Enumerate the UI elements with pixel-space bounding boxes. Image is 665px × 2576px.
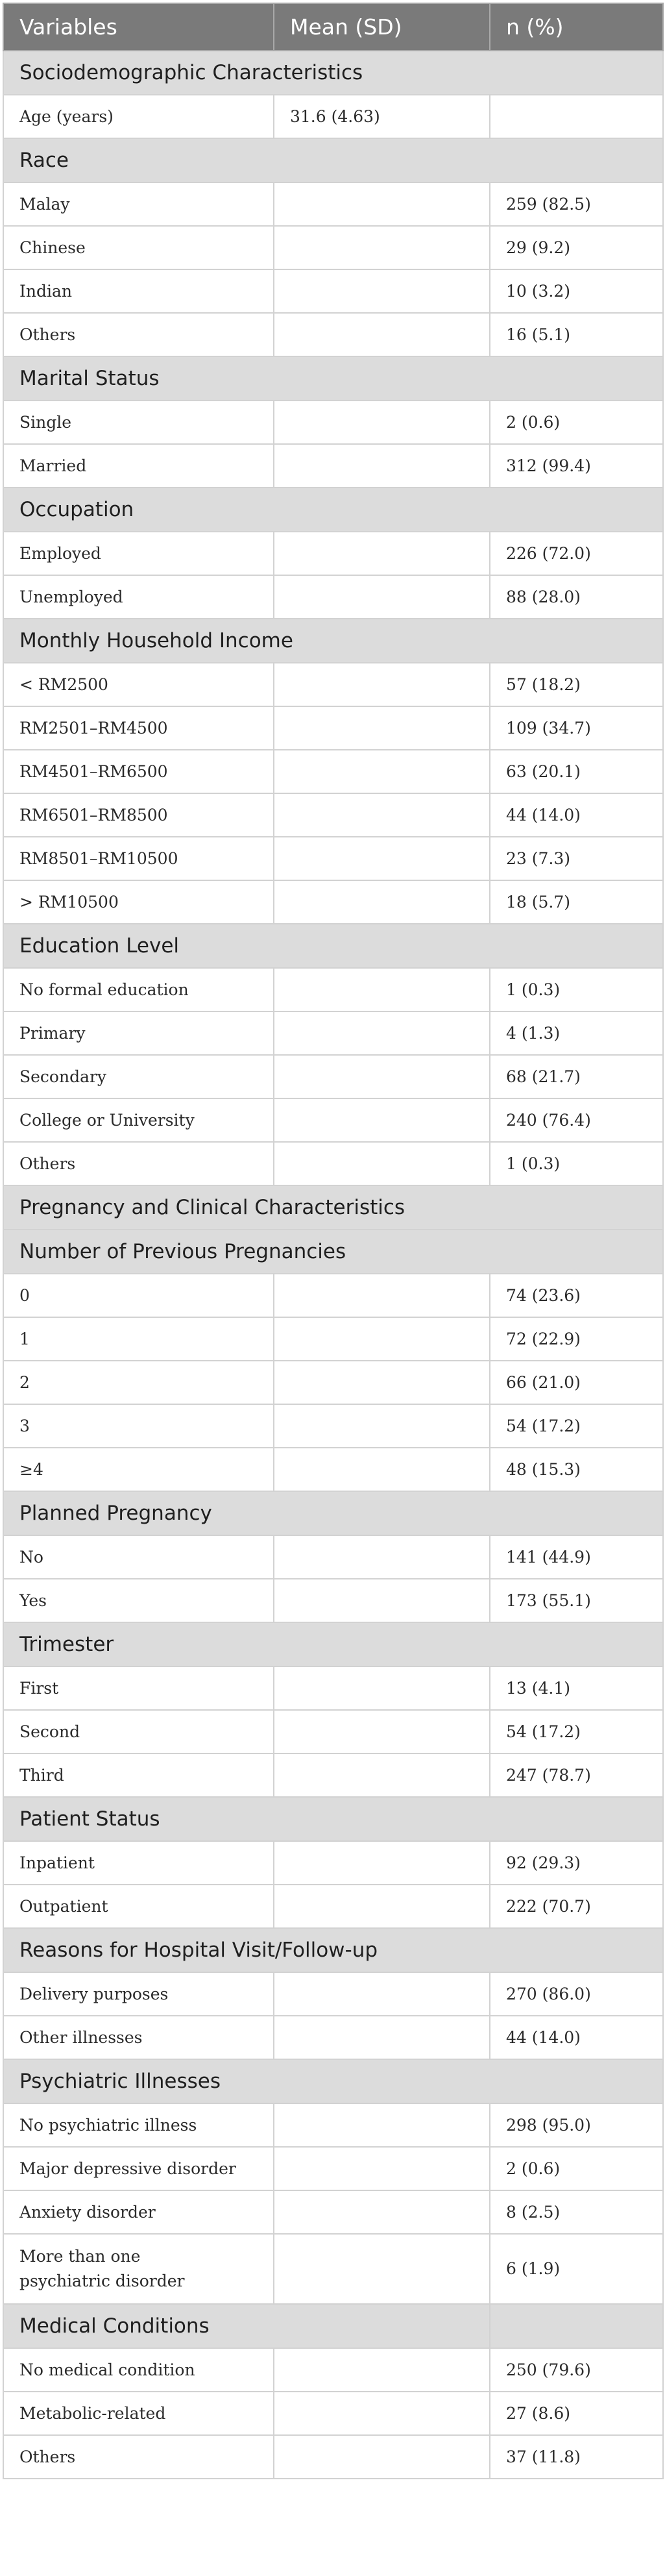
mean-sd-cell <box>274 2435 490 2479</box>
mean-sd-cell <box>274 182 490 226</box>
n-percent-cell: 54 (17.2) <box>490 1710 663 1753</box>
mean-sd-cell <box>274 313 490 356</box>
mean-sd-cell <box>274 968 490 1011</box>
section-label: Marital Status <box>3 356 663 401</box>
n-percent-cell: 27 (8.6) <box>490 2392 663 2435</box>
table-row <box>3 968 663 1011</box>
mean-sd-cell <box>274 1753 490 1797</box>
mean-sd-cell <box>274 1710 490 1753</box>
header-n-percent: n (%) <box>490 3 663 51</box>
mean-sd-cell <box>274 226 490 269</box>
n-percent-cell: 63 (20.1) <box>490 750 663 793</box>
variable-label-line: psychiatric disorder <box>19 2272 185 2290</box>
mean-sd-cell <box>274 880 490 924</box>
section-label: Occupation <box>3 488 663 532</box>
mean-sd-cell: 31.6 (4.63) <box>274 95 490 138</box>
mean-sd-cell <box>274 2234 490 2304</box>
variable-cell: Second <box>3 1710 274 1753</box>
n-percent-cell: 68 (21.7) <box>490 1055 663 1098</box>
mean-sd-cell <box>274 444 490 488</box>
table-header <box>3 3 663 51</box>
n-percent-cell: 141 (44.9) <box>490 1535 663 1579</box>
mean-sd-cell <box>274 750 490 793</box>
variable-cell: Malay <box>3 182 274 226</box>
table-row <box>3 793 663 837</box>
mean-sd-cell <box>274 1098 490 1142</box>
mean-sd-cell <box>274 1317 490 1361</box>
n-percent-cell: 37 (11.8) <box>490 2435 663 2479</box>
n-percent-cell: 6 (1.9) <box>490 2234 663 2304</box>
table-row <box>3 401 663 444</box>
n-percent-cell: 88 (28.0) <box>490 575 663 619</box>
n-percent-cell: 10 (3.2) <box>490 269 663 313</box>
mean-sd-cell <box>274 2392 490 2435</box>
variable-cell: Third <box>3 1753 274 1797</box>
section-label: Number of Previous Pregnancies <box>3 1230 663 1274</box>
table-row <box>3 1142 663 1185</box>
table-row <box>3 269 663 313</box>
variable-cell: First <box>3 1666 274 1710</box>
table-row <box>3 313 663 356</box>
variable-cell: Others <box>3 2435 274 2479</box>
n-percent-cell: 18 (5.7) <box>490 880 663 924</box>
n-percent-cell: 72 (22.9) <box>490 1317 663 1361</box>
variable-cell <box>3 2234 274 2304</box>
mean-sd-cell <box>274 269 490 313</box>
n-percent-cell: 16 (5.1) <box>490 313 663 356</box>
header-mean-sd: Mean (SD) <box>274 3 490 51</box>
table-row <box>3 1535 663 1579</box>
variable-label-line: More than one <box>19 2247 141 2266</box>
section-row <box>3 138 663 182</box>
mean-sd-cell <box>274 1055 490 1098</box>
n-percent-cell: 1 (0.3) <box>490 1142 663 1185</box>
variable-cell: Secondary <box>3 1055 274 1098</box>
variable-cell: Age (years) <box>3 95 274 138</box>
section-label: Pregnancy and Clinical Characteristics <box>3 1185 663 1230</box>
variable-cell: > RM10500 <box>3 880 274 924</box>
variable-cell: No <box>3 1535 274 1579</box>
section-label: Medical Conditions <box>3 2304 490 2348</box>
table-row <box>3 2392 663 2435</box>
n-percent-cell: 247 (78.7) <box>490 1753 663 1797</box>
section-row <box>3 619 663 663</box>
section-row <box>3 1230 663 1274</box>
table-row <box>3 2348 663 2392</box>
n-percent-cell: 44 (14.0) <box>490 2016 663 2059</box>
table-row <box>3 226 663 269</box>
variable-cell: 1 <box>3 1317 274 1361</box>
n-percent-cell: 2 (0.6) <box>490 2147 663 2190</box>
mean-sd-cell <box>274 532 490 575</box>
section-label: Race <box>3 138 663 182</box>
section-empty-cell <box>490 2304 663 2348</box>
n-percent-cell: 222 (70.7) <box>490 1885 663 1928</box>
header-row <box>3 3 663 51</box>
variable-cell: RM4501–RM6500 <box>3 750 274 793</box>
table-row <box>3 663 663 706</box>
table-row <box>3 444 663 488</box>
variable-cell: Single <box>3 401 274 444</box>
table-row <box>3 1753 663 1797</box>
mean-sd-cell <box>274 1972 490 2016</box>
header-variables: Variables <box>3 3 274 51</box>
variable-cell: Metabolic-related <box>3 2392 274 2435</box>
table-row <box>3 1710 663 1753</box>
table-row <box>3 532 663 575</box>
variable-cell: No formal education <box>3 968 274 1011</box>
table-row <box>3 750 663 793</box>
table-row <box>3 182 663 226</box>
mean-sd-cell <box>274 2348 490 2392</box>
table-row <box>3 1579 663 1622</box>
variable-cell: Chinese <box>3 226 274 269</box>
table-row <box>3 2190 663 2234</box>
section-label: Psychiatric Illnesses <box>3 2059 663 2103</box>
n-percent-cell: 48 (15.3) <box>490 1448 663 1491</box>
n-percent-cell: 240 (76.4) <box>490 1098 663 1142</box>
n-percent-cell: 13 (4.1) <box>490 1666 663 1710</box>
section-label: Patient Status <box>3 1797 663 1841</box>
table-row <box>3 1317 663 1361</box>
mean-sd-cell <box>274 706 490 750</box>
variable-cell: Others <box>3 1142 274 1185</box>
variable-cell: Unemployed <box>3 575 274 619</box>
n-percent-cell: 8 (2.5) <box>490 2190 663 2234</box>
table-row <box>3 1098 663 1142</box>
n-percent-cell: 4 (1.3) <box>490 1011 663 1055</box>
variable-cell: Anxiety disorder <box>3 2190 274 2234</box>
variable-cell: College or University <box>3 1098 274 1142</box>
mean-sd-cell <box>274 1666 490 1710</box>
section-label: Reasons for Hospital Visit/Follow-up <box>3 1928 663 1972</box>
variable-cell: Employed <box>3 532 274 575</box>
table-row <box>3 1274 663 1317</box>
section-label: Education Level <box>3 924 663 968</box>
mean-sd-cell <box>274 2103 490 2147</box>
section-row <box>3 924 663 968</box>
mean-sd-cell <box>274 1841 490 1885</box>
n-percent-cell: 23 (7.3) <box>490 837 663 880</box>
section-row <box>3 1928 663 1972</box>
section-label: Sociodemographic Characteristics <box>3 51 663 95</box>
n-percent-cell: 44 (14.0) <box>490 793 663 837</box>
variable-cell: 3 <box>3 1404 274 1448</box>
mean-sd-cell <box>274 1885 490 1928</box>
n-percent-cell: 250 (79.6) <box>490 2348 663 2392</box>
variable-cell: 0 <box>3 1274 274 1317</box>
table-row <box>3 575 663 619</box>
section-row <box>3 1797 663 1841</box>
mean-sd-cell <box>274 1448 490 1491</box>
n-percent-cell: 54 (17.2) <box>490 1404 663 1448</box>
section-label: Trimester <box>3 1622 663 1666</box>
variable-cell: Other illnesses <box>3 2016 274 2059</box>
n-percent-cell: 66 (21.0) <box>490 1361 663 1404</box>
table-row <box>3 706 663 750</box>
n-percent-cell: 29 (9.2) <box>490 226 663 269</box>
table-row <box>3 837 663 880</box>
section-row <box>3 356 663 401</box>
mean-sd-cell <box>274 1535 490 1579</box>
table-row <box>3 1055 663 1098</box>
section-row <box>3 1185 663 1230</box>
n-percent-cell: 270 (86.0) <box>490 1972 663 2016</box>
table-row <box>3 95 663 138</box>
section-row <box>3 488 663 532</box>
mean-sd-cell <box>274 837 490 880</box>
n-percent-cell <box>490 95 663 138</box>
variable-cell: < RM2500 <box>3 663 274 706</box>
mean-sd-cell <box>274 1142 490 1185</box>
variable-cell: Yes <box>3 1579 274 1622</box>
mean-sd-cell <box>274 1404 490 1448</box>
mean-sd-cell <box>274 1579 490 1622</box>
variable-cell: 2 <box>3 1361 274 1404</box>
variable-cell: Indian <box>3 269 274 313</box>
table-row <box>3 2016 663 2059</box>
variable-cell: No psychiatric illness <box>3 2103 274 2147</box>
section-label: Monthly Household Income <box>3 619 663 663</box>
section-row <box>3 51 663 95</box>
variable-cell: RM2501–RM4500 <box>3 706 274 750</box>
n-percent-cell: 2 (0.6) <box>490 401 663 444</box>
table-row <box>3 1972 663 2016</box>
n-percent-cell: 109 (34.7) <box>490 706 663 750</box>
mean-sd-cell <box>274 793 490 837</box>
variable-cell: RM8501–RM10500 <box>3 837 274 880</box>
mean-sd-cell <box>274 663 490 706</box>
variable-cell: No medical condition <box>3 2348 274 2392</box>
table-container <box>3 3 662 2479</box>
mean-sd-cell <box>274 1274 490 1317</box>
section-row <box>3 1491 663 1535</box>
variable-cell: RM6501–RM8500 <box>3 793 274 837</box>
variable-cell: Major depressive disorder <box>3 2147 274 2190</box>
mean-sd-cell <box>274 575 490 619</box>
n-percent-cell: 1 (0.3) <box>490 968 663 1011</box>
table-row <box>3 2103 663 2147</box>
table-row <box>3 1361 663 1404</box>
variable-cell: Married <box>3 444 274 488</box>
table-row <box>3 1011 663 1055</box>
mean-sd-cell <box>274 1361 490 1404</box>
section-row <box>3 2304 663 2348</box>
n-percent-cell: 259 (82.5) <box>490 182 663 226</box>
mean-sd-cell <box>274 401 490 444</box>
variable-cell: Outpatient <box>3 1885 274 1928</box>
section-row <box>3 2059 663 2103</box>
n-percent-cell: 92 (29.3) <box>490 1841 663 1885</box>
section-row <box>3 1622 663 1666</box>
mean-sd-cell <box>274 2016 490 2059</box>
n-percent-cell: 57 (18.2) <box>490 663 663 706</box>
table-row <box>3 2147 663 2190</box>
variable-cell: ≥4 <box>3 1448 274 1491</box>
table-row <box>3 1841 663 1885</box>
n-percent-cell: 312 (99.4) <box>490 444 663 488</box>
table-body <box>3 51 663 2479</box>
n-percent-cell: 74 (23.6) <box>490 1274 663 1317</box>
characteristics-table <box>3 3 664 2479</box>
section-label: Planned Pregnancy <box>3 1491 663 1535</box>
table-row <box>3 1404 663 1448</box>
mean-sd-cell <box>274 2190 490 2234</box>
variable-cell: Others <box>3 313 274 356</box>
table-row <box>3 1885 663 1928</box>
table-row <box>3 1448 663 1491</box>
table-row <box>3 2435 663 2479</box>
mean-sd-cell <box>274 1011 490 1055</box>
table-row <box>3 880 663 924</box>
n-percent-cell: 173 (55.1) <box>490 1579 663 1622</box>
variable-cell: Primary <box>3 1011 274 1055</box>
variable-cell: Inpatient <box>3 1841 274 1885</box>
table-row <box>3 1666 663 1710</box>
mean-sd-cell <box>274 2147 490 2190</box>
variable-cell: Delivery purposes <box>3 1972 274 2016</box>
n-percent-cell: 298 (95.0) <box>490 2103 663 2147</box>
n-percent-cell: 226 (72.0) <box>490 532 663 575</box>
table-row <box>3 2234 663 2304</box>
